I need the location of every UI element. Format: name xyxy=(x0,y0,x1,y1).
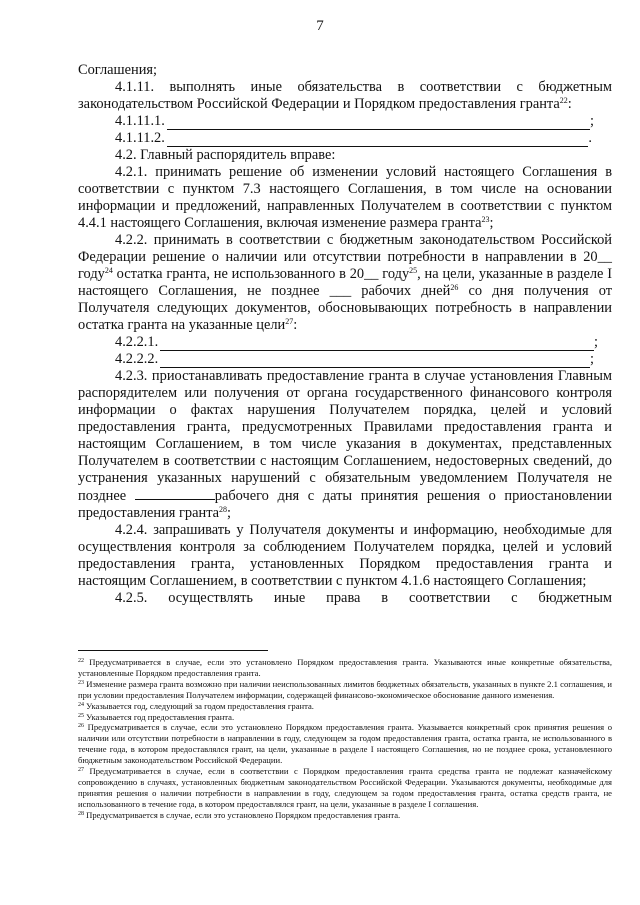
subclause-4-1-11-1: 4.1.11.1. ; xyxy=(115,113,594,129)
footnote-separator xyxy=(78,650,268,651)
footnote-ref-26: 26 xyxy=(450,283,459,292)
fill-in-blank-line xyxy=(160,355,590,368)
clause-4-2: 4.2. Главный распорядитель вправе: xyxy=(115,147,336,163)
fill-in-blank-line xyxy=(167,134,589,147)
fill-in-blank-line xyxy=(160,338,594,351)
document-body xyxy=(78,62,612,607)
footnote-ref-25: 25 xyxy=(409,266,418,275)
clause-4-2-5: 4.2.5. осуществлять иные права в соответствии с бюджетным xyxy=(115,590,612,606)
clause-4-2-1: 4.2.1. принимать решение об изменении условий настоящего Соглашения в соответствии с пунктом 7.3 настоящего Соглашения, в том числе на основании информации и предложений, направленных Получателем в соответствии с пунктом 4.4.1 настоящего Соглашения, включая изменение размера гранта$^{23}$; xyxy=(78,164,612,231)
paragraph-continuation: Соглашения; xyxy=(78,62,158,78)
page-number: 7 xyxy=(316,18,324,34)
fill-in-blank-line xyxy=(135,487,215,500)
footnote-24: $^{24}$ Указывается год, следующий за годом предоставления гранта. xyxy=(78,700,314,711)
footnote-ref-22: 22 xyxy=(559,96,568,105)
clause-4-1-11: 4.1.11. выполнять иные обязательства в соответствии с бюджетным законодательством Российской Федерации и Порядком предоставления гранта$^{22}$: xyxy=(78,79,612,112)
footnote-22: $^{22}$ Предусматривается в случае, если это установлено Порядком предоставления гранта. Указываются иные конкретные обязательства, установленные Порядком предоставления гранта. xyxy=(78,657,612,678)
subclause-4-2-2-1: 4.2.2.1. ; xyxy=(115,334,598,350)
fill-in-blank-line xyxy=(167,117,590,130)
footnotes xyxy=(78,657,612,821)
footnote-ref-27: 27 xyxy=(285,317,294,326)
clause-4-2-3: 4.2.3. приостанавливать предоставление гранта в случае установления Главным распорядителем или получения от органа государственного финансового контроля информации о фактах нарушения Получателем порядка, целей и условий предоставления гранта, предусмотренных Правилами предоставления гранта и настоящим Соглашением, в том числе указания в документах, представленных Получателем в соответствии с настоящим Соглашением, недостоверных сведений, до устранения указанных нарушений с обязательным уведомлением Получателя не позднее рабочего дня с даты принятия решения о приостановлении предоставления гранта$^{28}$; xyxy=(78,368,612,521)
subclause-4-2-2-2: 4.2.2.2. ; xyxy=(115,351,594,367)
footnote-26: $^{26}$ Предусматривается в случае, если это установлено Порядком предоставления гранта. Указывается конкретный срок принятия решения о наличии или отсутствии потребности в направлении в году, следующем за годом предоставления гранта, остатка гранта, не использованного в течение года, в котором предоставлялся грант, на цели, указанные в разделе I настоящего Соглашения, но не позднее срока, установленного бюджетным законодательством Российской Федерации. xyxy=(78,722,612,766)
footnote-28: $^{28}$ Предусматривается в случае, если это установлено Порядком предоставления гранта. xyxy=(78,809,401,820)
footnote-ref-28: 28 xyxy=(219,505,228,514)
footnote-27: $^{27}$ Предусматривается в случае, если в соответствии с Порядком предоставления гранта средства гранта не подлежат казначейскому сопровождению в случаях, установленных бюджетным законодательством Российской Федерации. Указываются документы, необходимые для принятия решения о наличии потребности в направлении в году, следующем за годом предоставления гранта, остатка средств гранта, не использованного в течение года, в котором предоставлялся грант, на цели, указанные в разделе I соглашения. xyxy=(78,766,612,809)
footnote-23: $^{23}$ Изменение размера гранта возможно при наличии неиспользованных лимитов бюджетных обязательств, указанных в пункте 2.1 соглашения, и при условии предоставления Получателем информации, содержащей финансово-экономическое обоснование данного изменения. xyxy=(78,678,612,700)
footnote-25: $^{25}$ Указывается год предоставления гранта. xyxy=(78,711,235,722)
clause-4-2-4: 4.2.4. запрашивать у Получателя документы и информацию, необходимые для осуществления контроля за соблюдением Получателем порядка, целей и условий предоставления гранта, установленных Порядком предоставления гранта и настоящим Соглашением, в соответствии с пунктом 4.1.6 настоящего Соглашения; xyxy=(78,522,612,589)
footnote-ref-24: 24 xyxy=(104,266,113,275)
clause-4-2-2: 4.2.2. принимать в соответствии с бюджетным законодательством Российской Федерации решение о наличии или отсутствии потребности в направлении в 20__ году$^{24}$ остатка гранта, не использованного в 20__ году$^{25}$, на цели, указанные в разделе I настоящего Соглашения, не позднее ___ рабочих дней$^{26}$ со дня получения от Получателя следующих документов, обосновывающих потребность в направлении остатка гранта на указанные цели$^{27}$: xyxy=(78,232,613,333)
footnote-ref-23: 23 xyxy=(481,215,490,224)
subclause-4-1-11-2: 4.1.11.2. . xyxy=(115,130,592,146)
